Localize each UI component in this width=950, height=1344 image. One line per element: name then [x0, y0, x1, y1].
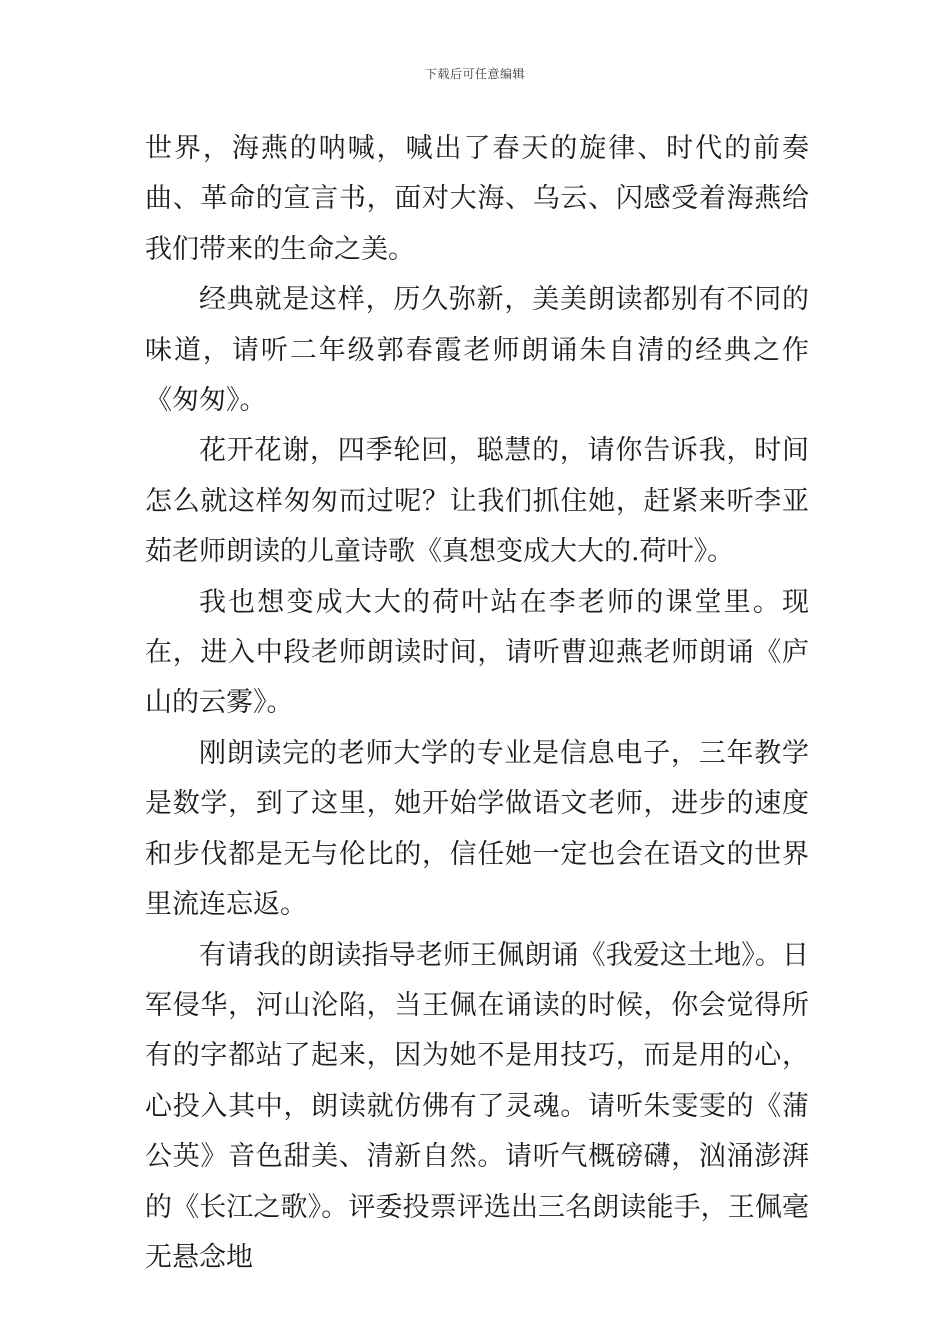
paragraph-1: 世界，海燕的呐喊，喊出了春天的旋律、时代的前奏曲、革命的宣言书，面对大海、乌云、闪感受着海燕给我们带来的生命之美。: [145, 133, 809, 265]
paragraph-4: 我也想变成大大的荷叶站在李老师的课堂里。现在，进入中段老师朗读时间，请听曹迎燕老师朗诵《庐山的云雾》。: [145, 586, 809, 719]
paragraph-2: 经典就是这样，历久弥新，美美朗读都别有不同的味道，请听二年级郭春霞老师朗诵朱自清的经典之作《匆匆》。: [145, 284, 809, 417]
paragraph-3: 花开花谢，四季轮回，聪慧的，请你告诉我，时间怎么就这样匆匆而过呢？让我们抓住她，赶紧来听李亚茹老师朗读的儿童诗歌《真想变成大大的.荷叶》。: [145, 435, 809, 568]
body-text: [145, 124, 809, 1283]
page-header: 下载后可任意编辑: [424, 67, 525, 81]
paragraph-6: 有请我的朗读指导老师王佩朗诵《我爱这土地》。日军侵华，河山沦陷，当王佩在诵读的时候，你会觉得所有的字都站了起来，因为她不是用技巧，而是用的心，心投入其中，朗读就仿佛有了灵魂。请听朱雯雯的《蒲公英》音色甜美、清新自然。请听气概磅礴，汹涌澎湃的《长江之歌》。评委投票评选出三名朗读能手，王佩毫无悬念地: [145, 939, 809, 1273]
paragraph-5: 刚朗读完的老师大学的专业是信息电子，三年教学是数学，到了这里，她开始学做语文老师，进步的速度和步伐都是无与伦比的，信任她一定也会在语文的世界里流连忘返。: [145, 737, 809, 921]
